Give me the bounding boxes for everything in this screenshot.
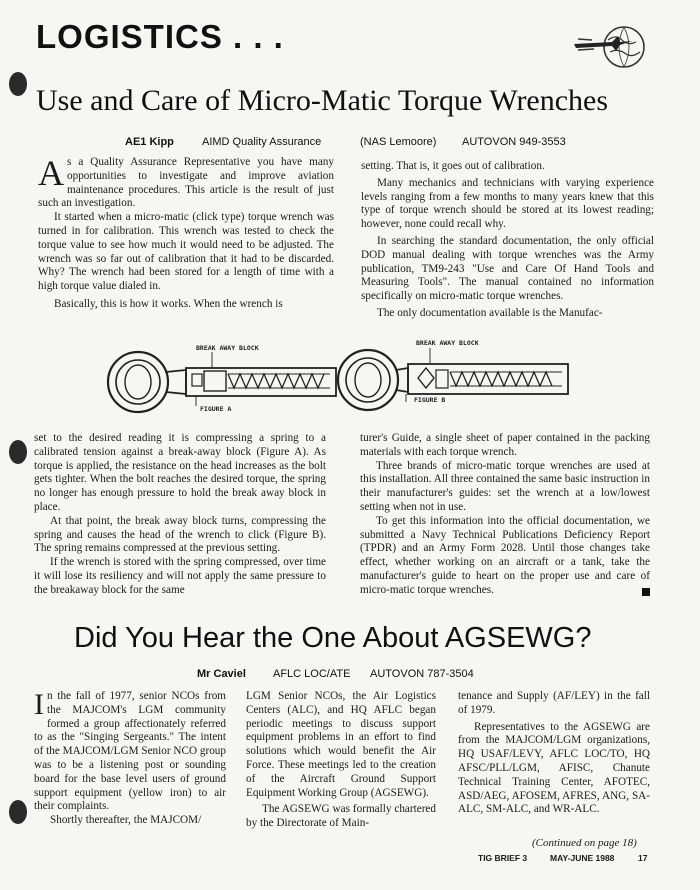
paragraph: setting. That is, it goes out of calibration. [361, 160, 545, 172]
byline-phone: AUTOVON 949-3553 [462, 136, 566, 148]
footer-issue: MAY-JUNE 1988 [550, 853, 615, 863]
figure-b-wrench [338, 339, 568, 410]
paragraph: It started when a micro-matic (click type) torque wrench was turned in for calibration. This wrench was tested to check the torque value to see how much it would need to be adjusted. The wrench was so far out of calibration that it had to be discarded. Why? The wrench had been stored for a length of time with a high torque value dialed in. [38, 211, 334, 293]
figure-a-label: BREAK AWAY BLOCK [196, 344, 259, 352]
paragraph: At that point, the break away block turns, compressing the spring and causes the head of the wrench to click (Figure B). The spring remains compressed at the previous setting. [34, 514, 326, 555]
article1-column-2 [361, 160, 654, 321]
article-title: Use and Care of Micro-Matic Torque Wrenches [36, 84, 609, 117]
paragraph-text: n the fall of 1977, senior NCOs from the MAJCOM's LGM community formed a group affectionately referred to as the "Singing Sergeants." The intent of the MAJCOM/LGM Senior NCO group was to be a listening post or sounding board for the base level users of ground support equipment (yellow iron) to air their complaints. [34, 690, 226, 813]
paragraph: Representatives to the AGSEWG are from the MAJCOM/LGM organizations, HQ USAF/LEVY, AFLC LOC/TO, HQ AFSC/PLL/LGM, AFISC, Chanute Technical Training Center, AFOTEC, ASD/AEG, AFOSEM, AFRES, ANG, SA-ALC, SM-ALC, and WR-ALC. [458, 720, 650, 816]
figure-a-caption: FIGURE A [200, 405, 232, 413]
paragraph: The AGSEWG was formally chartered by the Directorate of Main- [246, 803, 436, 830]
paragraph: turer's Guide, a single sheet of paper contained in the packing materials with each torque wrench. [360, 432, 650, 458]
continued-note: (Continued on page 18) [532, 837, 637, 849]
paragraph: Shortly thereafter, the MAJCOM/ [50, 814, 202, 827]
article-byline [0, 668, 700, 682]
figure-b-caption: FIGURE B [414, 396, 446, 404]
drop-cap: I [34, 688, 44, 721]
punch-hole [9, 800, 27, 824]
paragraph: set to the desired reading it is compressing a spring to a calibrated tension against a break-away block (Figure A). As torque is applied, the resistance on the head increases as the bolt gets tighter. When the bolt reaches the desired torque, the spring no longer has enough pressure to hold the break away block in place. [34, 432, 326, 513]
footer-page-number: 17 [638, 853, 648, 863]
footer-publication: TIG BRIEF 3 [478, 853, 528, 863]
paragraph: Three brands of micro-matic torque wrenches are used at this installation. All three contained the same basic instruction in their manufacturer's guides: set the wrench at a low/lowest setting when not in use. [360, 459, 650, 513]
paragraph: If the wrench is stored with the spring compressed, over time it will lose its resiliency and will not apply the same pressure to the breakaway block for the same [34, 556, 326, 596]
section-heading: LOGISTICS . . . [36, 18, 284, 55]
paragraph: In searching the standard documentation, the only official DOD manual dealing with torque wrenches was the Army publication, TM9-243 "Use and Care Of Hand Tools and Measuring Tools". The manual contained no information specifically on micro-matic torque wrenches. [361, 234, 654, 303]
figure-b-label: BREAK AWAY BLOCK [416, 339, 479, 347]
paragraph: tenance and Supply (AF/LEY) in the fall of 1979. [458, 690, 650, 716]
article1-column-4 [360, 432, 650, 598]
punch-hole [9, 440, 27, 464]
paragraph [38, 153, 334, 211]
article-title: Did You Hear the One About AGSEWG? [74, 622, 592, 654]
article2-column-3 [458, 690, 650, 817]
end-of-article-mark [642, 588, 650, 596]
figure-a-wrench [108, 344, 336, 413]
byline-author: AE1 Kipp [125, 136, 174, 148]
drop-cap: A [38, 153, 64, 193]
paragraph [360, 515, 650, 598]
paragraph: LGM Senior NCOs, the Air Logistics Centers (ALC), and HQ AFLC began periodic meetings to discuss support equipment problems in an effort to find solutions which would benefit the Air Force. These meetings led to the creation of the Aircraft Ground Support Equipment Working Group (AGSEWG). [246, 690, 436, 799]
paragraph-text: s a Quality Assurance Representative you have many opportunities to investigate and improve aviation maintenance procedures. This article is the result of just such an investigation. [38, 156, 334, 210]
paragraph: Basically, this is how it works. When the wrench is [54, 297, 283, 310]
byline-location: (NAS Lemoore) [360, 136, 437, 148]
torque-wrench-figure [100, 336, 600, 422]
article1-column-1 [38, 153, 334, 312]
paragraph [34, 690, 226, 814]
paragraph-text: To get this information into the official documentation, we submitted a Navy Technical Publications Deficiency Report (TPDR) and an Army Form 2028. Until those changes take effect, whether working on an aircraft or a tank, take the manufacturer's guide to heart on the proper use and care of micro-matic torque wrenches. [360, 514, 650, 596]
punch-hole [9, 72, 27, 96]
byline-unit: AFLC LOC/ATE [273, 668, 351, 680]
globe-airplane-icon [572, 22, 650, 72]
byline-unit: AIMD Quality Assurance [202, 136, 322, 148]
article-byline [0, 136, 700, 150]
byline-phone: AUTOVON 787-3504 [370, 668, 474, 680]
article2-column-1 [34, 690, 226, 828]
paragraph: Many mechanics and technicians with varying experience levels ranging from a few months to many years knew that this type of torque wrench should be stored at its lowest reading; however, none could recall why. [361, 176, 654, 231]
paragraph: The only documentation available is the Manufac- [377, 306, 603, 319]
byline-author: Mr Caviel [197, 668, 246, 680]
article2-column-2 [246, 690, 436, 831]
article1-column-3 [34, 432, 326, 598]
